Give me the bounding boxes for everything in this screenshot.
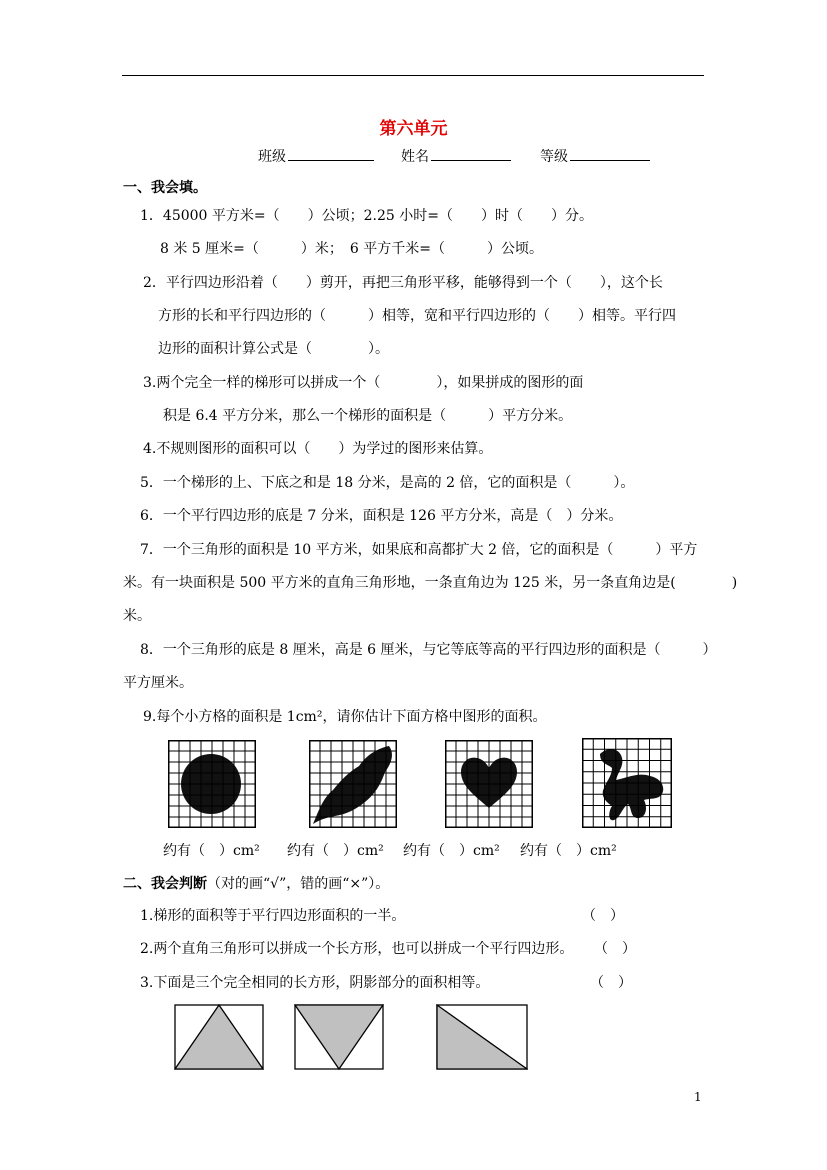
class-label: 班级 [258, 149, 286, 165]
animal-grid-figure [582, 738, 672, 828]
judge-item-1: 1.梯形的面积等于平行四边形面积的一半。 [140, 908, 406, 924]
question-line: 积是 6.4 平方分米，那么一个梯形的面积是（ ）平方分米。 [163, 408, 573, 424]
judge-blank-2[interactable]: （ ） [594, 941, 636, 957]
estimate-caption-2: 约有（ ）cm² [287, 843, 384, 859]
question-line: 1．45000 平方米=（ ）公顷；2.25 小时=（ ）时（ ）分。 [140, 208, 593, 224]
judge-blank-3[interactable]: （ ） [590, 975, 632, 991]
estimate-caption-3: 约有（ ）cm² [403, 843, 500, 859]
class-blank[interactable] [288, 146, 374, 161]
judge-blank-1[interactable]: （ ） [582, 908, 624, 924]
circle-grid-figure [168, 740, 256, 828]
rectangle-triangle-diagonal [436, 1004, 528, 1070]
estimate-caption-4: 约有（ ）cm² [520, 843, 617, 859]
question-line: 8 米 5 厘米=（ ）米； 6 平方千米=（ ）公顷。 [160, 241, 543, 257]
section-1-heading: 一、我会填。 [123, 180, 207, 196]
question-line: 5．一个梯形的上、下底之和是 18 分米，是高的 2 倍，它的面积是（ ）。 [140, 475, 635, 491]
heart-grid-figure [445, 740, 533, 828]
question-line: 7．一个三角形的面积是 10 平方米，如果底和高都扩大 2 倍，它的面积是（ ）平方 [140, 542, 698, 558]
question-line: 9.每个小方格的面积是 1cm²，请你估计下面方格中图形的面积。 [143, 709, 547, 725]
leaf-grid-figure [309, 740, 397, 828]
estimate-caption-1: 约有（ ）cm² [163, 843, 260, 859]
top-rule [122, 75, 704, 76]
question-line: 4.不规则图形的面积可以（ ）为学过的图形来估算。 [143, 441, 493, 457]
section-2-title: 二、我会判断 [123, 876, 207, 892]
section-2-note: （对的画“√”，错的画“×”）。 [207, 876, 390, 892]
question-line: 方形的长和平行四边形的（ ）相等，宽和平行四边形的（ ）相等。平行四 [158, 308, 676, 324]
rectangle-triangle-down [294, 1004, 384, 1070]
judge-item-2: 2.两个直角三角形可以拼成一个长方形，也可以拼成一个平行四边形。 [140, 941, 574, 957]
question-line: 米。 [123, 608, 151, 624]
animal-shape-icon [600, 749, 663, 820]
question-line: 2．平行四边形沿着（ ）剪开，再把三角形平移，能够得到一个（ ），这个长 [143, 275, 663, 291]
grade-label: 等级 [540, 149, 568, 165]
page-title: 第六单元 [379, 119, 448, 139]
question-line: 8．一个三角形的底是 8 厘米，高是 6 厘米，与它等底等高的平行四边形的面积是（ ） [140, 642, 717, 658]
grade-blank[interactable] [570, 146, 650, 161]
name-blank[interactable] [431, 146, 511, 161]
question-line: 6．一个平行四边形的底是 7 分米，面积是 126 平方分米，高是（ ）分米。 [140, 508, 623, 524]
grade-field[interactable] [540, 146, 650, 166]
name-field[interactable] [401, 146, 511, 166]
question-line: 边形的面积计算公式是（ ）。 [158, 341, 389, 357]
section-2-heading [123, 875, 389, 893]
question-line: 3.两个完全一样的梯形可以拼成一个（ ），如果拼成的图形的面 [143, 375, 584, 391]
question-line: 平方厘米。 [123, 675, 193, 691]
leaf-shape-icon [313, 746, 392, 824]
class-field[interactable] [258, 146, 374, 166]
page-number: 1 [694, 1090, 702, 1104]
name-label: 姓名 [401, 149, 429, 165]
judge-item-3: 3.下面是三个完全相同的长方形，阴影部分的面积相等。 [140, 975, 490, 991]
question-line: 米。有一块面积是 500 平方米的直角三角形地，一条直角边为 125 米，另一条直角边是( ) [123, 575, 738, 591]
rectangle-triangle-up [174, 1004, 264, 1070]
